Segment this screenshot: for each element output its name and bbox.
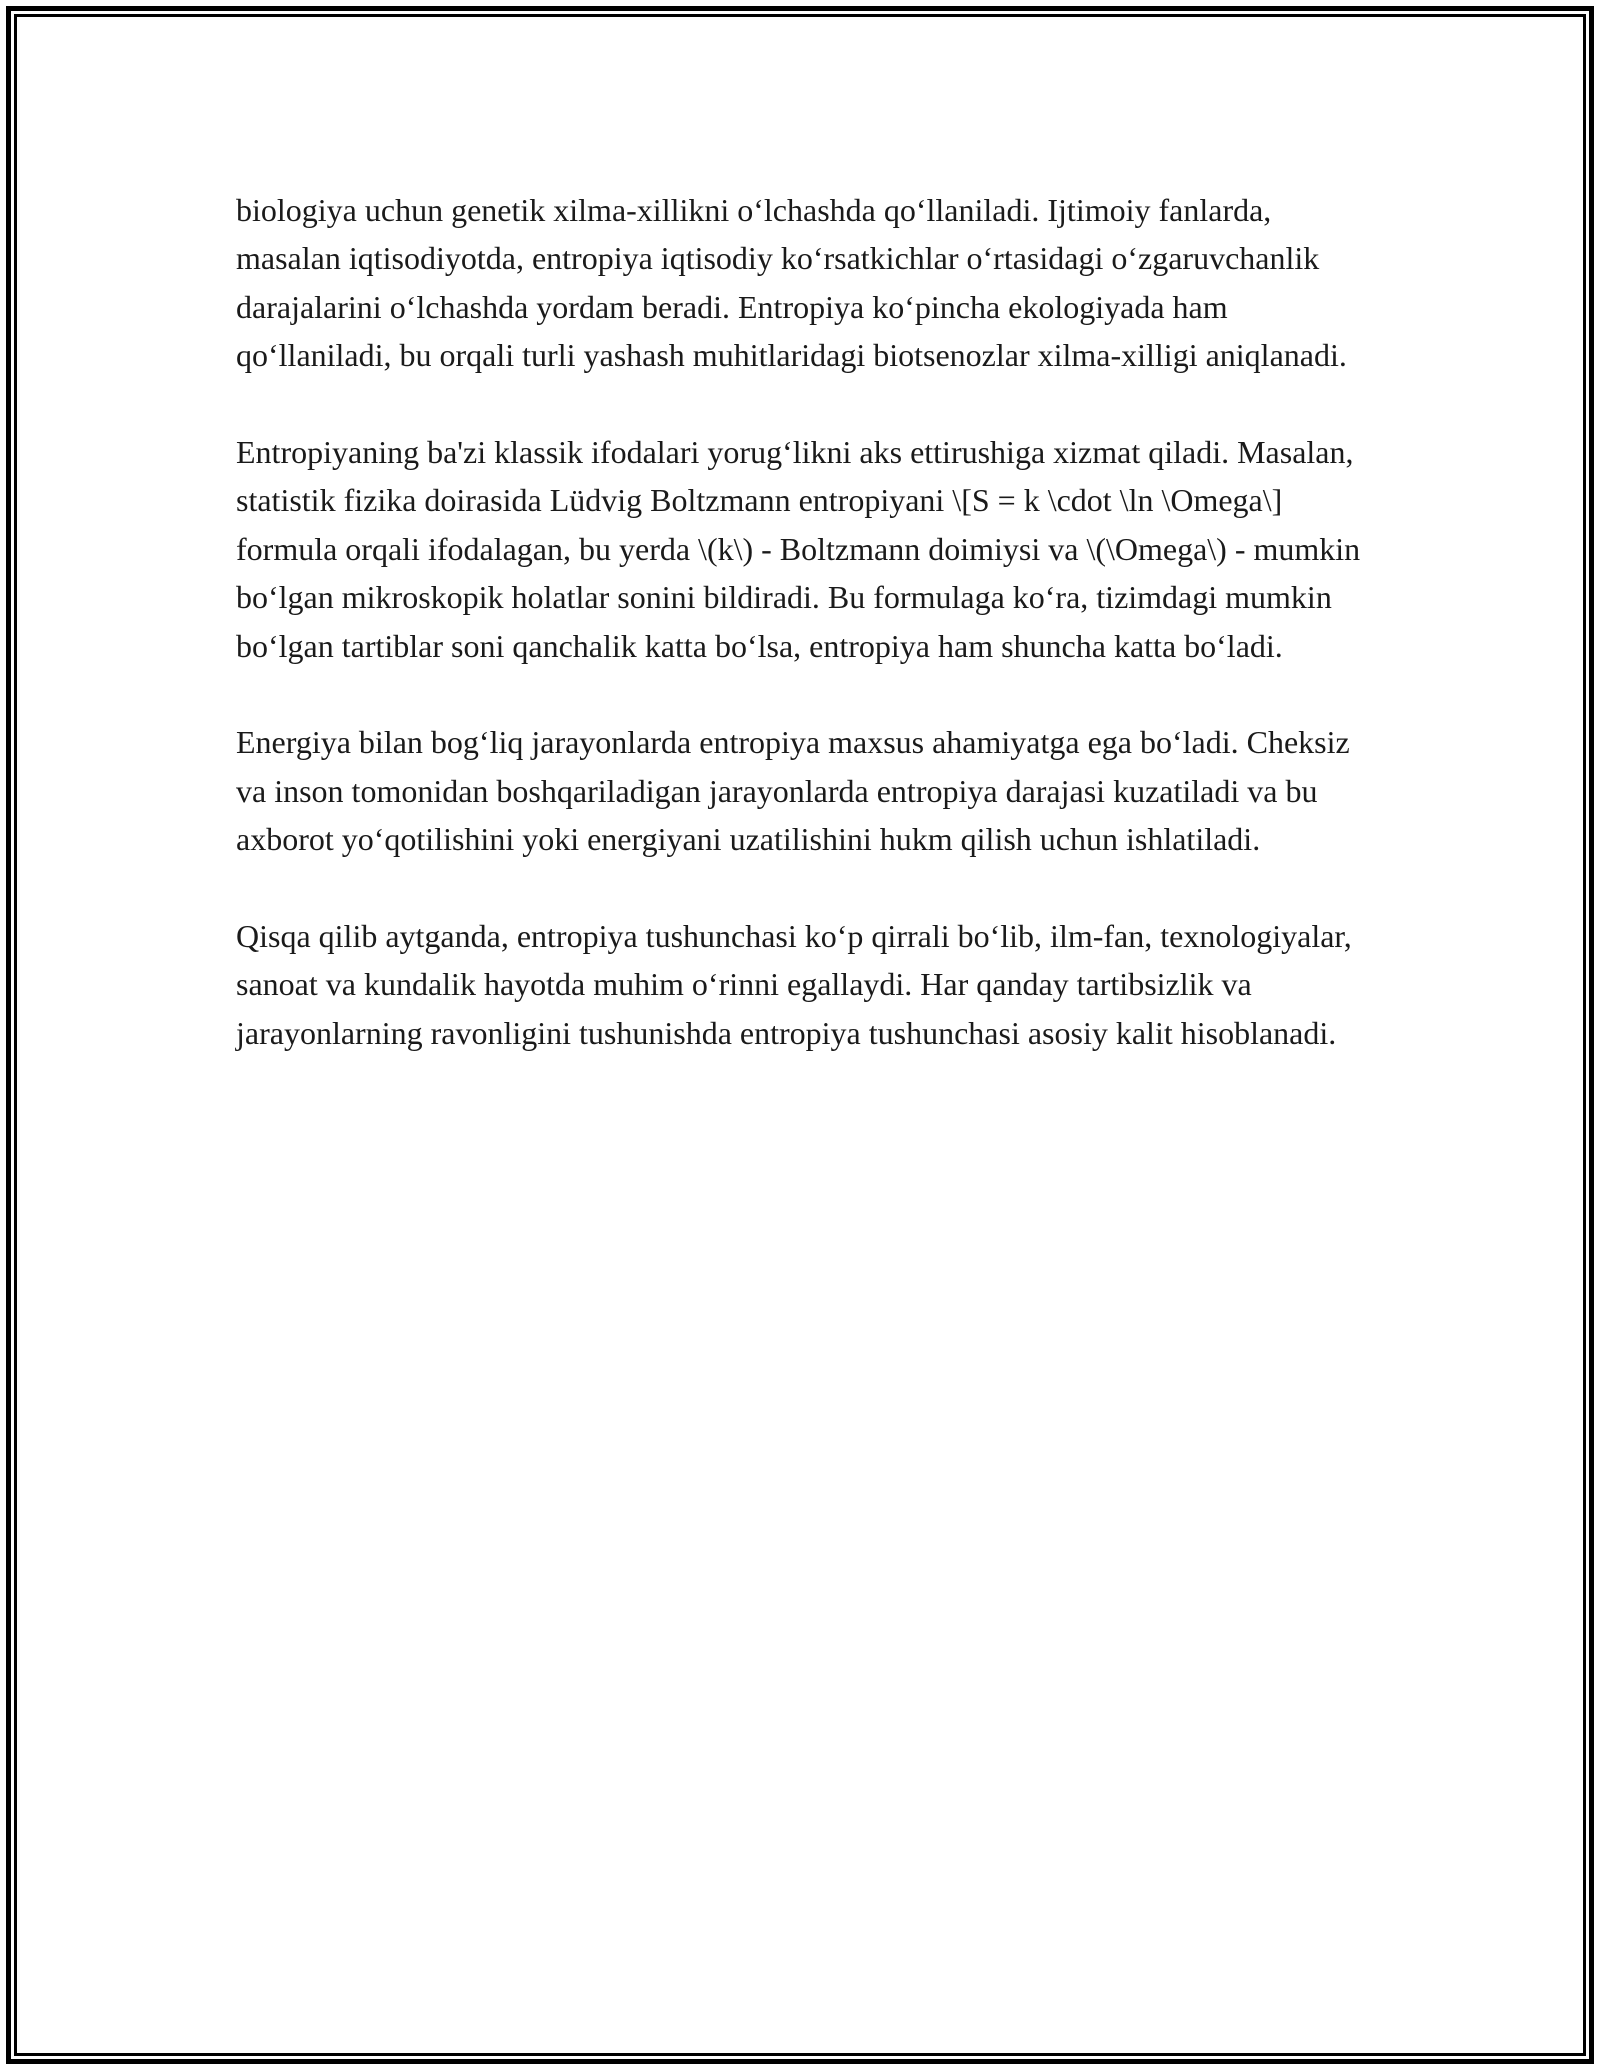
paragraph-genetic-diversity: biologiya uchun genetik xilma-xillikni o‘lchashda qo‘llaniladi. Ijtimoiy fanlarda, masalan iqtisodiyotda, entropiya iqtisodiy ko‘rsatkichlar o‘rtasidagi o‘zgaruvchanlik darajalarini o‘lchashda yordam beradi. Entropiya ko‘pincha ekologiyada ham qo‘llaniladi, bu orqali turli yashash muhitlaridagi biotsenozlar xilma-xilligi aniqlanadi. xyxy=(236,192,1347,374)
document-body xyxy=(236,186,1376,1106)
paragraph-energy-processes: Energiya bilan bog‘liq jarayonlarda entropiya maxsus ahamiyatga ega bo‘ladi. Cheksiz va inson tomonidan boshqariladigan jarayonlarda entropiya darajasi kuzatiladi va bu axborot yo‘qotilishini yoki energiyani uzatilishini hukm qilish uchun ishlatiladi. xyxy=(236,724,1350,858)
paragraph-conclusion: Qisqa qilib aytganda, entropiya tushunchasi ko‘p qirrali bo‘lib, ilm-fan, texnologiyalar, sanoat va kundalik hayotda muhim o‘rinni egallaydi. Har qanday tartibsizlik va jarayonlarning ravonligini tushunishda entropiya tushunchasi asosiy kalit hisoblanadi. xyxy=(236,918,1352,1051)
paragraph-boltzmann-formula: Entropiyaning ba'zi klassik ifodalari yorug‘likni aks ettirushiga xizmat qiladi. Masalan, statistik fizika doirasida Lüdvig Boltzmann entropiyani \[S = k \cdot \ln \Omega\] formula orqali ifodalagan, bu yerda \(k\) - Boltzmann doimiysi va \(\Omega\) - mumkin bo‘lgan mikroskopik holatlar sonini bildiradi. Bu formulaga ko‘ra, tizimdagi mumkin bo‘lgan tartiblar soni qanchalik katta bo‘lsa, entropiya ham shuncha katta bo‘ladi. xyxy=(236,434,1361,664)
